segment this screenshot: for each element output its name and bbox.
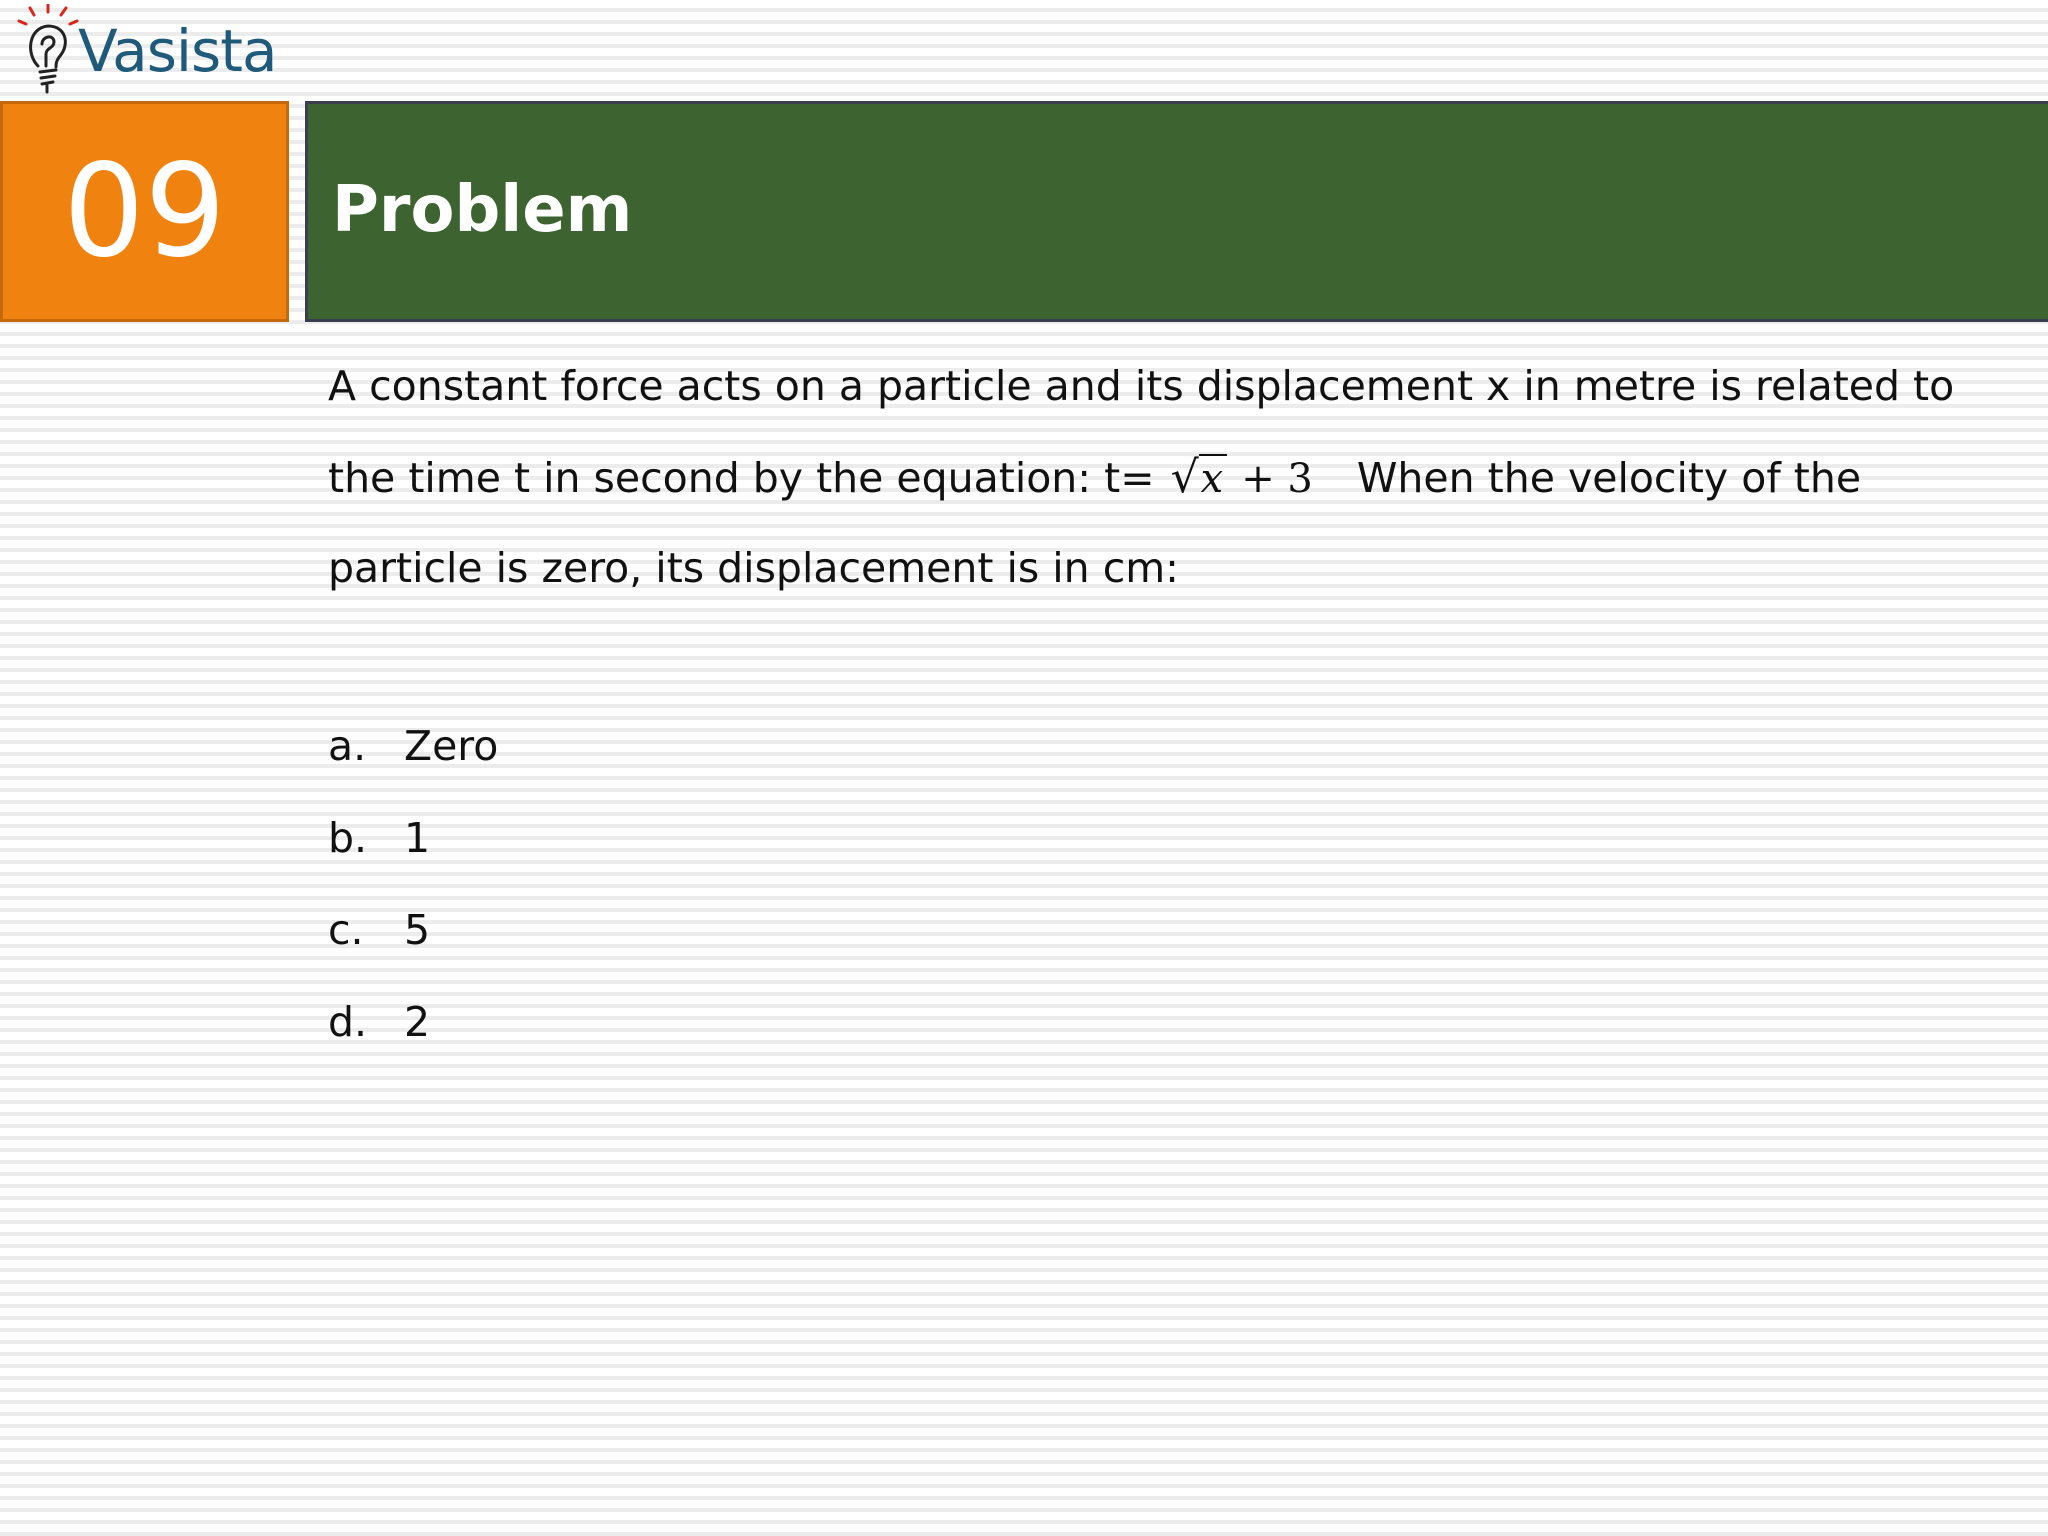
- option-c: [328, 906, 431, 954]
- option-a: [328, 722, 499, 770]
- option-text: 1: [404, 814, 431, 862]
- option-d: [328, 998, 431, 1046]
- slide-number: 09: [63, 136, 226, 286]
- option-text: 2: [404, 998, 431, 1046]
- option-text: Zero: [404, 722, 499, 770]
- vasista-logo: [16, 4, 286, 98]
- question-line-2-suffix: When the velocity of the: [1356, 454, 1862, 502]
- slide-title: Problem: [332, 173, 633, 247]
- square-root-symbol: √: [1170, 452, 1199, 503]
- question-line-2: [328, 452, 1862, 503]
- option-letter: d.: [328, 998, 368, 1046]
- option-letter: b.: [328, 814, 368, 862]
- equation: [1170, 452, 1313, 503]
- logo-text: Vasista: [78, 17, 277, 85]
- title-bar: [305, 101, 2048, 322]
- option-letter: a.: [328, 722, 367, 770]
- option-b: [328, 814, 431, 862]
- equation-radicand: x: [1199, 454, 1228, 502]
- equation-constant: + 3: [1241, 456, 1313, 502]
- option-text: 5: [404, 906, 431, 954]
- question-line-1: A constant force acts on a particle and its displacement x in metre is related to: [328, 362, 1955, 410]
- lightbulb-icon: [16, 4, 86, 98]
- question-line-3: particle is zero, its displacement is in cm:: [328, 544, 1179, 592]
- option-letter: c.: [328, 906, 364, 954]
- slide-number-box: [0, 101, 289, 322]
- question-line-2-prefix: the time t in second by the equation: t=: [328, 454, 1155, 502]
